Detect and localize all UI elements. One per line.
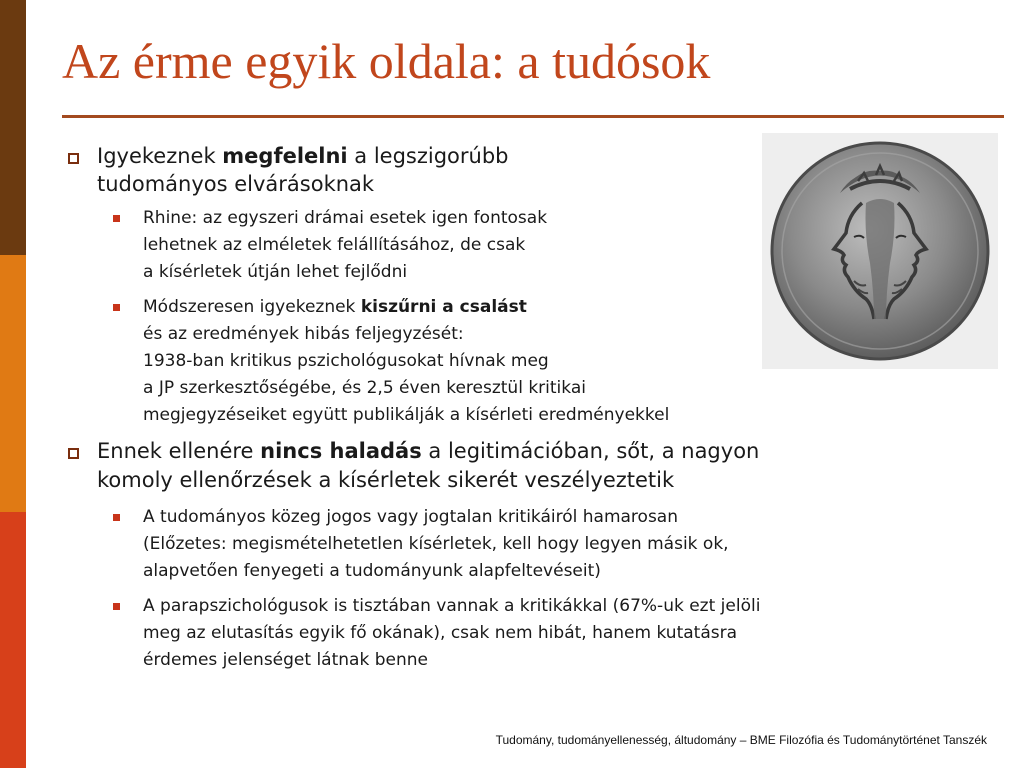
sub-bullet-marker (113, 304, 120, 311)
bullet-marker (68, 153, 79, 164)
slide-title: Az érme egyik oldala: a tudósok (62, 33, 711, 89)
title-underline (62, 115, 1004, 118)
slide-footer: Tudomány, tudományellenesség, áltudomány – BME Filozófia és Tudománytörténet Tanszék (495, 733, 987, 747)
sub-bullet-1-2-line-3: 1938-ban kritikus pszichológusokat hívnak meg (143, 351, 549, 371)
side-stripe-bottom (0, 512, 26, 768)
sub-bullet-1-1-line-2: lehetnek az elméletek felállításához, de csak (143, 235, 526, 255)
sub-bullet-1-2-line-1: Módszeresen igyekeznek kiszűrni a csalást (143, 297, 527, 317)
bullet-2-line-2: komoly ellenőrzések a kísérletek sikerét veszélyeztetik (97, 468, 675, 492)
sub-bullet-1-2-line-5: megjegyzéseiket együtt publikálják a kísérleti eredményekkel (143, 405, 670, 425)
sub-bullet-marker (113, 514, 120, 521)
janus-coin-icon (762, 133, 998, 369)
sub-bullet-2-1-line-2: (Előzetes: megismételhetetlen kísérletek, kell hogy legyen másik ok, (143, 534, 729, 554)
sub-bullet-1-2-line-4: a JP szerkesztőségébe, és 2,5 éven keresztül kritikai (143, 378, 586, 398)
side-stripe-middle (0, 255, 26, 512)
sub-bullet-2-1-line-1: A tudományos közeg jogos vagy jogtalan kritikáiról hamarosan (143, 507, 678, 527)
sub-bullet-marker (113, 603, 120, 610)
sub-bullet-1-2-line-2: és az eredmények hibás feljegyzését: (143, 324, 464, 344)
side-stripe-top (0, 0, 26, 255)
sub-bullet-1-1-line-3: a kísérletek útján lehet fejlődni (143, 262, 408, 282)
sub-bullet-2-1-line-3: alapvetően fenyegeti a tudományunk alapfeltevéseit) (143, 561, 601, 581)
bullet-2-line-1: Ennek ellenére nincs haladás a legitimációban, sőt, a nagyon (97, 439, 760, 463)
bullet-1-line-1: Igyekeznek megfelelni a legszigorúbb (97, 144, 509, 168)
sub-bullet-2-2-line-3: érdemes jelenséget látnak benne (143, 650, 428, 670)
bullet-1-line-2: tudományos elvárásoknak (97, 172, 375, 196)
sub-bullet-2-2-line-1: A parapszichológusok is tisztában vannak a kritikákkal (67%-uk ezt jelöli (143, 596, 761, 616)
sub-bullet-1-1-line-1: Rhine: az egyszeri drámai esetek igen fontosak (143, 208, 548, 228)
sub-bullet-marker (113, 215, 120, 222)
sub-bullet-2-2-line-2: meg az elutasítás egyik fő okának), csak nem hibát, hanem kutatásra (143, 623, 737, 643)
bullet-marker (68, 448, 79, 459)
